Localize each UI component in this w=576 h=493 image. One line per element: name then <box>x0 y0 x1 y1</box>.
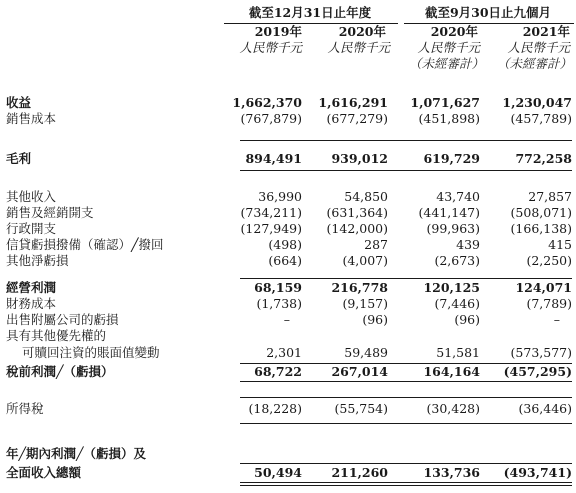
row-label: 稅前利潤╱（虧損） <box>6 364 114 379</box>
row-value: (734,211) <box>240 205 302 220</box>
row-label: 全面收入總額 <box>6 465 82 480</box>
rule-below-income-tax <box>240 423 572 424</box>
row-value: 619,729 <box>423 151 480 166</box>
row-value: 1,662,370 <box>232 95 302 110</box>
row-label: 行政開支 <box>6 221 57 236</box>
row-value: 267,014 <box>331 364 388 379</box>
row-label: 具有其他優先權的 <box>6 328 107 343</box>
row-value: (441,147) <box>418 205 480 220</box>
row-value: 216,778 <box>331 280 388 295</box>
header-group-nine-months: 截至9月30日止九個月 <box>424 5 552 20</box>
row-value: 51,581 <box>436 345 480 360</box>
header-currency-1: 人民幣千元 <box>239 40 302 55</box>
row-value: 68,159 <box>254 280 302 295</box>
rule-above-gross-profit <box>240 140 572 141</box>
header-year-2020-nine-months: 2020年 <box>430 24 478 39</box>
row-value: (493,741) <box>503 465 572 480</box>
row-value: 2,301 <box>266 345 302 360</box>
row-label: 其他淨虧損 <box>6 253 69 268</box>
row-label: 出售附屬公司的虧損 <box>6 312 119 327</box>
row-value: 68,722 <box>254 364 302 379</box>
row-label: 收益 <box>6 95 32 110</box>
header-unaudited-4: （未經審計） <box>496 56 572 71</box>
row-value: 27,857 <box>528 189 572 204</box>
row-value: 133,736 <box>423 465 480 480</box>
header-currency-4: 人民幣千元 <box>507 40 570 55</box>
row-value: (498) <box>268 237 302 252</box>
row-value: (96) <box>362 312 388 327</box>
row-value: (96) <box>454 312 480 327</box>
header-year-2021-nine-months: 2021年 <box>522 24 570 39</box>
row-value: (1,738) <box>256 296 302 311</box>
row-label: 銷售成本 <box>6 111 57 126</box>
row-value: (573,577) <box>510 345 572 360</box>
rule-below-profit-before-tax <box>240 381 572 382</box>
row-value: 54,850 <box>344 189 388 204</box>
row-value: (9,157) <box>342 296 388 311</box>
double-rule-below-total-1 <box>240 482 572 483</box>
row-value: 1,071,627 <box>410 95 480 110</box>
row-label: 財務成本 <box>6 296 57 311</box>
row-label: 信貸虧損撥備（確認）╱撥回 <box>6 237 164 252</box>
row-label: 年╱期內利潤╱（虧損）及 <box>6 446 147 461</box>
row-value: 36,990 <box>258 189 302 204</box>
row-value: (2,673) <box>434 253 480 268</box>
row-label: 所得稅 <box>6 401 44 416</box>
row-value: (457,295) <box>503 364 572 379</box>
row-value: (451,898) <box>418 111 480 126</box>
row-value: 939,012 <box>331 151 388 166</box>
row-value: (18,228) <box>248 401 302 416</box>
row-value: (36,446) <box>518 401 572 416</box>
rule-below-gross-profit <box>240 170 572 171</box>
row-value: (7,446) <box>434 296 480 311</box>
row-value: (2,250) <box>526 253 572 268</box>
rule-above-total <box>240 463 572 464</box>
header-currency-2: 人民幣千元 <box>327 40 390 55</box>
row-value: (55,754) <box>334 401 388 416</box>
row-value: 1,230,047 <box>502 95 572 110</box>
row-value: 59,489 <box>344 345 388 360</box>
row-label: 可贖回注資的賬面值變動 <box>22 345 160 360</box>
row-value: 439 <box>456 237 480 252</box>
row-value: (767,879) <box>240 111 302 126</box>
row-value: 415 <box>548 237 572 252</box>
row-value: 211,260 <box>331 465 388 480</box>
row-value: 50,494 <box>254 465 302 480</box>
row-value: (142,000) <box>326 221 388 236</box>
row-value: (99,963) <box>426 221 480 236</box>
row-value: (457,789) <box>510 111 572 126</box>
row-value: (127,949) <box>240 221 302 236</box>
row-value: 772,258 <box>515 151 572 166</box>
row-value: (166,138) <box>510 221 572 236</box>
row-value: 164,164 <box>423 364 480 379</box>
row-value: 43,740 <box>436 189 480 204</box>
row-value: 287 <box>364 237 388 252</box>
row-label: 銷售及經銷開支 <box>6 205 94 220</box>
double-rule-below-total-2 <box>240 485 572 486</box>
rule-above-operating-profit <box>240 278 572 279</box>
header-currency-3: 人民幣千元 <box>417 40 480 55</box>
row-label: 經營利潤 <box>6 280 57 295</box>
rule-above-profit-before-tax <box>240 363 572 364</box>
row-value: (677,279) <box>326 111 388 126</box>
row-value: (508,071) <box>510 205 572 220</box>
header-group-year-end: 截至12月31日止年度 <box>248 5 372 20</box>
row-value: – <box>553 312 560 327</box>
row-value: (30,428) <box>426 401 480 416</box>
header-year-2019: 2019年 <box>254 24 302 39</box>
header-year-2020: 2020年 <box>338 24 386 39</box>
header-unaudited-3: （未經審計） <box>408 56 484 71</box>
row-value: – <box>283 312 290 327</box>
row-value: (7,789) <box>526 296 572 311</box>
row-value: (631,364) <box>326 205 388 220</box>
row-value: 1,616,291 <box>318 95 388 110</box>
row-label: 毛利 <box>6 151 32 166</box>
rule-above-income-tax <box>240 397 572 398</box>
row-value: 124,071 <box>515 280 572 295</box>
row-value: 894,491 <box>245 151 302 166</box>
row-value: (4,007) <box>342 253 388 268</box>
row-label: 其他收入 <box>6 189 57 204</box>
row-value: (664) <box>268 253 302 268</box>
row-value: 120,125 <box>423 280 480 295</box>
